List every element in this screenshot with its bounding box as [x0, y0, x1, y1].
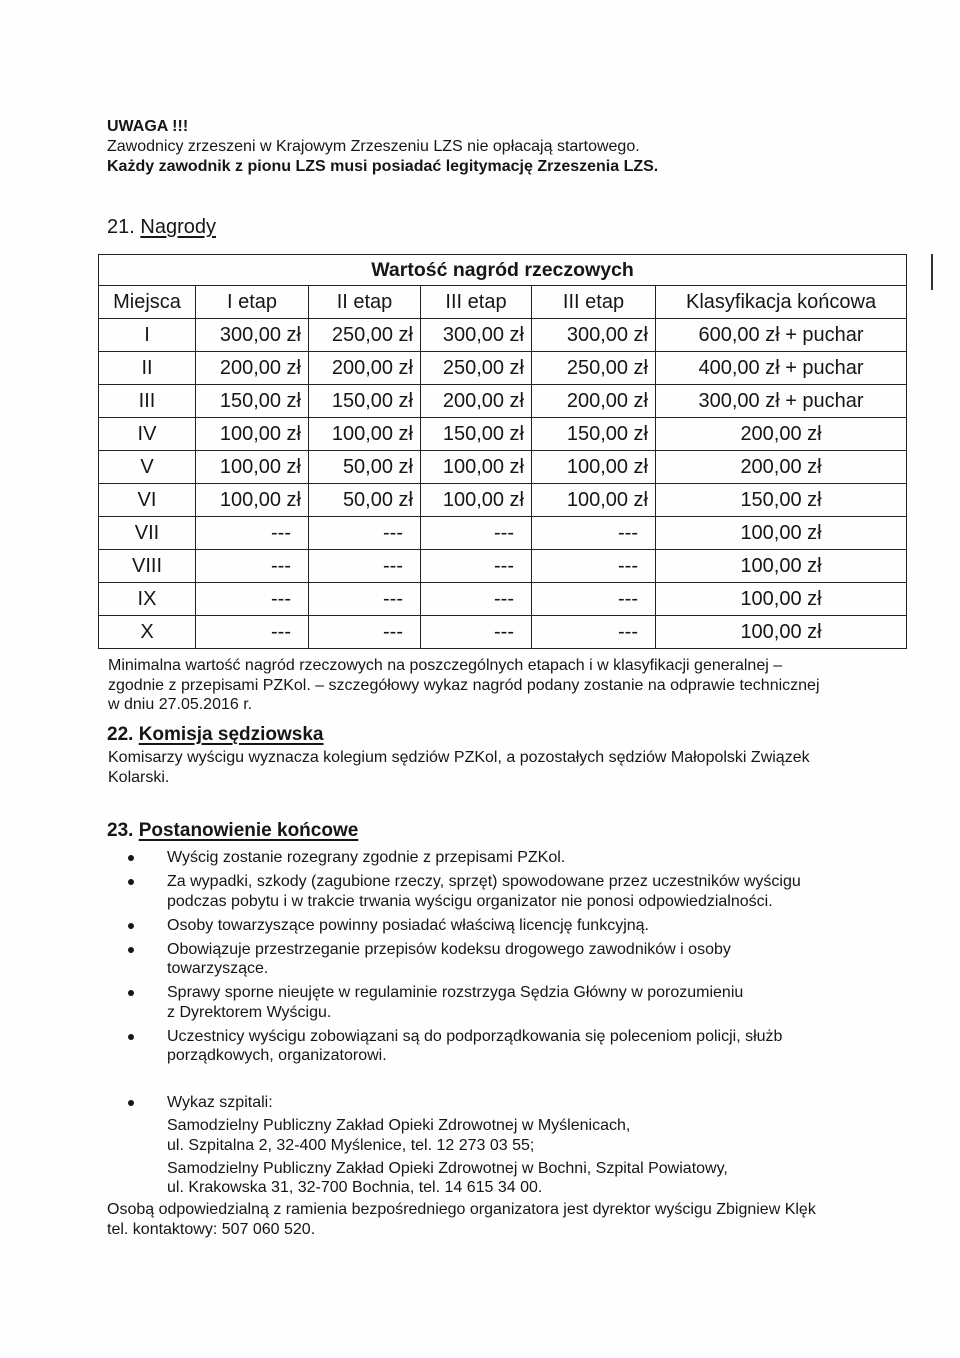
bullet-icon [128, 855, 134, 861]
section-title: Komisja sędziowska [138, 724, 324, 745]
prize-cell-stage-2: 150,00 zł [309, 385, 421, 418]
prize-row [99, 352, 907, 385]
section-23-heading [107, 819, 358, 843]
section-number: 21. [107, 216, 135, 238]
bullet-icon [128, 923, 134, 929]
prize-cell-stage-3b: --- [532, 517, 656, 550]
prize-cell-final: 300,00 zł + puchar [656, 385, 907, 418]
section-title: Postanowienie końcowe [138, 820, 359, 841]
prize-row [99, 319, 907, 352]
section-22-heading [107, 723, 324, 747]
bullet-icon [128, 990, 134, 996]
prize-cell-final: 200,00 zł [656, 451, 907, 484]
prize-cell-stage-3a: --- [421, 583, 532, 616]
prize-row [99, 451, 907, 484]
list-item [128, 1027, 801, 1066]
notice-title: UWAGA !!! [107, 118, 189, 135]
text-line: Osobą odpowiedzialną z ramienia bezpośredniego organizatora jest dyrektor wyścigu Zbigniew Klęk [107, 1201, 816, 1218]
prize-cell-stage-3b: --- [532, 583, 656, 616]
prize-row [99, 517, 907, 550]
list-item-text [167, 1027, 801, 1066]
section-title: Nagrody [140, 216, 216, 238]
hospital-entry [167, 1116, 801, 1155]
scan-edge-mark [931, 254, 933, 290]
prize-row [99, 418, 907, 451]
prize-cell-stage-2: --- [309, 517, 421, 550]
prize-row [99, 550, 907, 583]
list-item [128, 983, 801, 1022]
prize-cell-stage-1: 300,00 zł [196, 319, 309, 352]
text-line: Za wypadki, szkody (zagubione rzeczy, sprzęt) spowodowane przez uczestników wyścigu [167, 873, 801, 890]
text-line: zgodnie z przepisami PZKol. – szczegółowy wykaz nagród podany zostanie na odprawie technicznej [108, 676, 820, 694]
header-final-classification: Klasyfikacja końcowa [656, 286, 907, 319]
place-cell: X [99, 616, 196, 649]
text-line: ul. Krakowska 31, 32-700 Bochnia, tel. 14 615 34 00. [167, 1179, 543, 1197]
table-header-row [99, 286, 907, 319]
prize-cell-stage-1: 150,00 zł [196, 385, 309, 418]
prize-cell-stage-3a: 150,00 zł [421, 418, 532, 451]
header-stage-3a: III etap [421, 286, 532, 319]
contact-paragraph [107, 1200, 816, 1240]
text-line: Wyścig zostanie rozegrany zgodnie z przepisami PZKol. [167, 849, 566, 866]
place-cell: III [99, 385, 196, 418]
prize-cell-final: 600,00 zł + puchar [656, 319, 907, 352]
prize-cell-final: 150,00 zł [656, 484, 907, 517]
text-line: Komisarzy wyścigu wyznacza kolegium sędziów PZKol, a pozostałych sędziów Małopolski Związek [108, 749, 810, 766]
prize-cell-stage-2: 50,00 zł [309, 451, 421, 484]
list-item-text [167, 940, 801, 979]
section-21-heading [107, 215, 216, 239]
prize-cell-stage-3b: 100,00 zł [532, 451, 656, 484]
prize-row [99, 583, 907, 616]
prize-cell-stage-3a: 200,00 zł [421, 385, 532, 418]
prize-cell-stage-3b: 300,00 zł [532, 319, 656, 352]
prize-cell-stage-1: 100,00 zł [196, 451, 309, 484]
text-line: z Dyrektorem Wyścigu. [167, 1003, 332, 1021]
text-line: porządkowych, organizatorowi. [167, 1047, 387, 1064]
table-body [99, 255, 907, 649]
place-cell: IV [99, 418, 196, 451]
prize-cell-stage-2: --- [309, 616, 421, 649]
list-item-text [167, 1093, 801, 1198]
notice-line-bold: Każdy zawodnik z pionu LZS musi posiadać legitymację Zrzeszenia LZS. [107, 158, 659, 175]
prize-cell-stage-3a: --- [421, 550, 532, 583]
prize-cell-final: 400,00 zł + puchar [656, 352, 907, 385]
prize-cell-stage-2: --- [309, 583, 421, 616]
prize-cell-stage-1: --- [196, 550, 309, 583]
text-line: towarzyszące. [167, 960, 269, 977]
hospital-list-item [128, 1093, 801, 1198]
text-line: Osoby towarzyszące powinny posiadać właściwą licencję funkcyjną. [167, 916, 649, 934]
prize-cell-stage-3a: --- [421, 616, 532, 649]
list-item [128, 940, 801, 979]
list-item-text [167, 916, 801, 936]
text-line: Sprawy sporne nieujęte w regulaminie rozstrzyga Sędzia Główny w porozumieniu [167, 984, 744, 1001]
text-line: podczas pobytu i w trakcie trwania wyścigu organizator nie ponosi odpowiedzialności. [167, 892, 773, 910]
prize-row [99, 385, 907, 418]
final-provisions-list [128, 848, 801, 1202]
text-line: ul. Szpitalna 2, 32-400 Myślenice, tel. 12 273 03 55; [167, 1136, 535, 1154]
list-item [128, 848, 801, 868]
prize-cell-stage-3b: --- [532, 550, 656, 583]
header-stage-3b: III etap [532, 286, 656, 319]
list-item-text [167, 983, 801, 1022]
prize-cell-stage-3b: 150,00 zł [532, 418, 656, 451]
list-item-text [167, 872, 801, 911]
prize-row [99, 484, 907, 517]
hospital-entry [167, 1159, 801, 1198]
prize-table [98, 254, 907, 649]
bullet-icon [128, 1100, 134, 1106]
place-cell: V [99, 451, 196, 484]
list-item-text [167, 848, 801, 868]
text-line: Obowiązuje przestrzeganie przepisów kodeksu drogowego zawodników i osoby [167, 940, 731, 958]
bullet-icon [128, 879, 134, 885]
place-cell: II [99, 352, 196, 385]
prize-cell-stage-2: 250,00 zł [309, 319, 421, 352]
prize-cell-final: 100,00 zł [656, 550, 907, 583]
prize-cell-stage-1: --- [196, 616, 309, 649]
prize-cell-stage-2: 100,00 zł [309, 418, 421, 451]
prize-cell-stage-3b: --- [532, 616, 656, 649]
text-line: Uczestnicy wyścigu zobowiązani są do podporządkowania się poleceniom policji, służb [167, 1027, 783, 1045]
header-stage-1: I etap [196, 286, 309, 319]
table-caption: Wartość nagród rzeczowych [99, 255, 907, 286]
text-line: Samodzielny Publiczny Zakład Opieki Zdrowotnej w Myślenicach, [167, 1117, 631, 1135]
prize-cell-final: 200,00 zł [656, 418, 907, 451]
prize-cell-stage-2: --- [309, 550, 421, 583]
prize-cell-stage-3b: 200,00 zł [532, 385, 656, 418]
place-cell: VII [99, 517, 196, 550]
section-number: 23. [107, 820, 134, 841]
prizes-note [108, 656, 820, 715]
prize-cell-stage-3a: 100,00 zł [421, 484, 532, 517]
header-places: Miejsca [99, 286, 196, 319]
prize-cell-final: 100,00 zł [656, 583, 907, 616]
notice-block [107, 117, 658, 177]
text-line: Kolarski. [108, 768, 170, 786]
prize-cell-stage-3b: 100,00 zł [532, 484, 656, 517]
prize-cell-final: 100,00 zł [656, 517, 907, 550]
place-cell: IX [99, 583, 196, 616]
prize-cell-stage-3a: 300,00 zł [421, 319, 532, 352]
prize-cell-stage-1: 200,00 zł [196, 352, 309, 385]
table-caption-row [99, 255, 907, 286]
text-line: tel. kontaktowy: 507 060 520. [107, 1221, 316, 1238]
bullet-icon [128, 947, 134, 953]
place-cell: VIII [99, 550, 196, 583]
prize-row [99, 616, 907, 649]
hospital-list-title: Wykaz szpitali: [167, 1094, 273, 1112]
prize-cell-final: 100,00 zł [656, 616, 907, 649]
prize-cell-stage-2: 50,00 zł [309, 484, 421, 517]
prize-cell-stage-1: --- [196, 583, 309, 616]
text-line: Minimalna wartość nagród rzeczowych na poszczególnych etapach i w klasyfikacji generalnej – [108, 657, 783, 674]
prize-cell-stage-1: 100,00 zł [196, 484, 309, 517]
place-cell: I [99, 319, 196, 352]
prize-cell-stage-3a: 100,00 zł [421, 451, 532, 484]
text-line: Samodzielny Publiczny Zakład Opieki Zdrowotnej w Bochni, Szpital Powiatowy, [167, 1159, 728, 1177]
prize-cell-stage-3b: 250,00 zł [532, 352, 656, 385]
prize-cell-stage-2: 200,00 zł [309, 352, 421, 385]
text-line: w dniu 27.05.2016 r. [108, 696, 253, 713]
prize-cell-stage-3a: --- [421, 517, 532, 550]
referees-paragraph [108, 748, 810, 787]
prize-cell-stage-1: --- [196, 517, 309, 550]
list-item [128, 916, 801, 936]
list-item [128, 872, 801, 911]
section-number: 22. [107, 724, 134, 745]
bullet-icon [128, 1034, 134, 1040]
header-stage-2: II etap [309, 286, 421, 319]
prize-cell-stage-3a: 250,00 zł [421, 352, 532, 385]
notice-line: Zawodnicy zrzeszeni w Krajowym Zrzeszeniu LZS nie opłacają startowego. [107, 138, 640, 155]
place-cell: VI [99, 484, 196, 517]
prize-cell-stage-1: 100,00 zł [196, 418, 309, 451]
